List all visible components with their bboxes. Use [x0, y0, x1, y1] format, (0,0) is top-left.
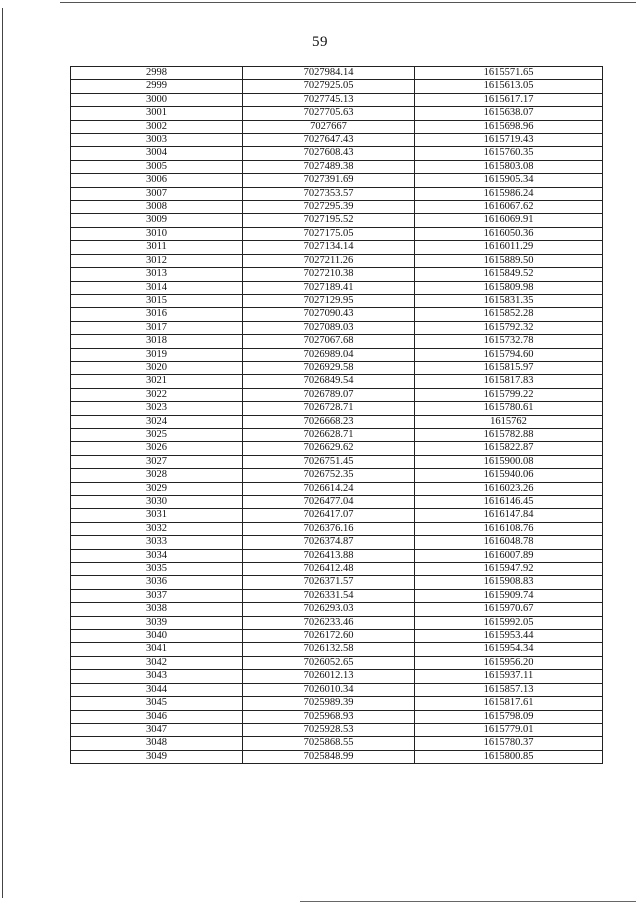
- y-coordinate-cell: 1615857.13: [415, 683, 603, 696]
- x-coordinate-cell: 7027210.38: [243, 268, 415, 281]
- point-number-cell: 3011: [71, 241, 243, 254]
- y-coordinate-cell: 1615792.32: [415, 321, 603, 334]
- point-number-cell: 3022: [71, 388, 243, 401]
- point-number-cell: 3036: [71, 576, 243, 589]
- x-coordinate-cell: 7026293.03: [243, 603, 415, 616]
- point-number-cell: 3037: [71, 589, 243, 602]
- point-number-cell: 3049: [71, 750, 243, 763]
- table-row: [71, 576, 603, 589]
- y-coordinate-cell: 1615809.98: [415, 281, 603, 294]
- x-coordinate-cell: 7026477.04: [243, 496, 415, 509]
- x-coordinate-cell: 7026012.13: [243, 670, 415, 683]
- point-number-cell: 3003: [71, 134, 243, 147]
- y-coordinate-cell: 1615815.97: [415, 361, 603, 374]
- y-coordinate-cell: 1615908.83: [415, 576, 603, 589]
- x-coordinate-cell: 7026412.48: [243, 563, 415, 576]
- table-row: [71, 348, 603, 361]
- point-number-cell: 3040: [71, 630, 243, 643]
- point-number-cell: 3048: [71, 737, 243, 750]
- table-row: [71, 522, 603, 535]
- table-row: [71, 536, 603, 549]
- table-row: [71, 308, 603, 321]
- y-coordinate-cell: 1616147.84: [415, 509, 603, 522]
- y-coordinate-cell: 1616069.91: [415, 214, 603, 227]
- x-coordinate-cell: 7026989.04: [243, 348, 415, 361]
- x-coordinate-cell: 7027984.14: [243, 67, 415, 80]
- y-coordinate-cell: 1615937.11: [415, 670, 603, 683]
- point-number-cell: 3006: [71, 174, 243, 187]
- point-number-cell: 2998: [71, 67, 243, 80]
- x-coordinate-cell: 7027189.41: [243, 281, 415, 294]
- point-number-cell: 3024: [71, 415, 243, 428]
- x-coordinate-cell: 7027129.95: [243, 294, 415, 307]
- table-row: [71, 509, 603, 522]
- y-coordinate-cell: 1615780.61: [415, 402, 603, 415]
- point-number-cell: 3001: [71, 107, 243, 120]
- table-row: [71, 174, 603, 187]
- point-number-cell: 3023: [71, 402, 243, 415]
- point-number-cell: 3041: [71, 643, 243, 656]
- point-number-cell: 3026: [71, 442, 243, 455]
- table-row: [71, 214, 603, 227]
- y-coordinate-cell: 1615953.44: [415, 630, 603, 643]
- x-coordinate-cell: 7026789.07: [243, 388, 415, 401]
- x-coordinate-cell: 7026374.87: [243, 536, 415, 549]
- x-coordinate-cell: 7027489.38: [243, 160, 415, 173]
- table-row: [71, 187, 603, 200]
- table-row: [71, 361, 603, 374]
- y-coordinate-cell: 1616048.78: [415, 536, 603, 549]
- point-number-cell: 3042: [71, 656, 243, 669]
- y-coordinate-cell: 1615571.65: [415, 67, 603, 80]
- y-coordinate-cell: 1615956.20: [415, 656, 603, 669]
- x-coordinate-cell: 7025848.99: [243, 750, 415, 763]
- x-coordinate-cell: 7026376.16: [243, 522, 415, 535]
- y-coordinate-cell: 1615992.05: [415, 616, 603, 629]
- x-coordinate-cell: 7026752.35: [243, 469, 415, 482]
- y-coordinate-cell: 1615970.67: [415, 603, 603, 616]
- y-coordinate-cell: 1615613.05: [415, 80, 603, 93]
- point-number-cell: 3035: [71, 563, 243, 576]
- table-row: [71, 375, 603, 388]
- point-number-cell: 3031: [71, 509, 243, 522]
- point-number-cell: 3012: [71, 254, 243, 267]
- table-row: [71, 160, 603, 173]
- point-number-cell: 3044: [71, 683, 243, 696]
- y-coordinate-cell: 1615817.61: [415, 697, 603, 710]
- y-coordinate-cell: 1615719.43: [415, 134, 603, 147]
- point-number-cell: 3025: [71, 428, 243, 441]
- y-coordinate-cell: 1615779.01: [415, 723, 603, 736]
- y-coordinate-cell: 1615782.88: [415, 428, 603, 441]
- point-number-cell: 3046: [71, 710, 243, 723]
- point-number-cell: 3004: [71, 147, 243, 160]
- x-coordinate-cell: 7027705.63: [243, 107, 415, 120]
- table-row: [71, 469, 603, 482]
- table-row: [71, 93, 603, 106]
- y-coordinate-cell: 1615798.09: [415, 710, 603, 723]
- table-row: [71, 134, 603, 147]
- y-coordinate-cell: 1615849.52: [415, 268, 603, 281]
- x-coordinate-cell: 7027295.39: [243, 201, 415, 214]
- point-number-cell: 3032: [71, 522, 243, 535]
- point-number-cell: 3021: [71, 375, 243, 388]
- x-coordinate-cell: 7025989.39: [243, 697, 415, 710]
- table-row: [71, 737, 603, 750]
- table-row: [71, 254, 603, 267]
- point-number-cell: 3027: [71, 455, 243, 468]
- table-row: [71, 428, 603, 441]
- y-coordinate-cell: 1615909.74: [415, 589, 603, 602]
- y-coordinate-cell: 1615800.85: [415, 750, 603, 763]
- table-row: [71, 643, 603, 656]
- point-number-cell: 3002: [71, 120, 243, 133]
- table-row: [71, 415, 603, 428]
- point-number-cell: 3014: [71, 281, 243, 294]
- point-number-cell: 3045: [71, 697, 243, 710]
- y-coordinate-cell: 1615803.08: [415, 160, 603, 173]
- table-row: [71, 107, 603, 120]
- x-coordinate-cell: 7026371.57: [243, 576, 415, 589]
- x-coordinate-cell: 7027175.05: [243, 227, 415, 240]
- coordinates-table-body: [71, 67, 603, 764]
- table-row: [71, 455, 603, 468]
- table-row: [71, 630, 603, 643]
- y-coordinate-cell: 1615638.07: [415, 107, 603, 120]
- x-coordinate-cell: 7026172.60: [243, 630, 415, 643]
- y-coordinate-cell: 1615822.87: [415, 442, 603, 455]
- y-coordinate-cell: 1615889.50: [415, 254, 603, 267]
- y-coordinate-cell: 1615780.37: [415, 737, 603, 750]
- point-number-cell: 3016: [71, 308, 243, 321]
- x-coordinate-cell: 7027090.43: [243, 308, 415, 321]
- point-number-cell: 3039: [71, 616, 243, 629]
- table-row: [71, 120, 603, 133]
- y-coordinate-cell: 1615947.92: [415, 563, 603, 576]
- y-coordinate-cell: 1615852.28: [415, 308, 603, 321]
- x-coordinate-cell: 7025928.53: [243, 723, 415, 736]
- y-coordinate-cell: 1615760.35: [415, 147, 603, 160]
- table-row: [71, 227, 603, 240]
- y-coordinate-cell: 1616050.36: [415, 227, 603, 240]
- point-number-cell: 3008: [71, 201, 243, 214]
- y-coordinate-cell: 1615794.60: [415, 348, 603, 361]
- x-coordinate-cell: 7027067.68: [243, 335, 415, 348]
- table-row: [71, 321, 603, 334]
- table-row: [71, 201, 603, 214]
- x-coordinate-cell: 7025868.55: [243, 737, 415, 750]
- y-coordinate-cell: 1615617.17: [415, 93, 603, 106]
- point-number-cell: 3020: [71, 361, 243, 374]
- table-row: [71, 241, 603, 254]
- point-number-cell: 3017: [71, 321, 243, 334]
- table-row: [71, 80, 603, 93]
- y-coordinate-cell: 1615817.83: [415, 375, 603, 388]
- x-coordinate-cell: 7027745.13: [243, 93, 415, 106]
- table-row: [71, 388, 603, 401]
- x-coordinate-cell: 7027647.43: [243, 134, 415, 147]
- table-row: [71, 750, 603, 763]
- y-coordinate-cell: 1616011.29: [415, 241, 603, 254]
- point-number-cell: 3038: [71, 603, 243, 616]
- point-number-cell: 3019: [71, 348, 243, 361]
- table-row: [71, 67, 603, 80]
- y-coordinate-cell: 1616067.62: [415, 201, 603, 214]
- x-coordinate-cell: 7026132.58: [243, 643, 415, 656]
- point-number-cell: 3009: [71, 214, 243, 227]
- x-coordinate-cell: 7027089.03: [243, 321, 415, 334]
- y-coordinate-cell: 1616108.76: [415, 522, 603, 535]
- scan-edge-left: [2, 8, 3, 898]
- point-number-cell: 3013: [71, 268, 243, 281]
- y-coordinate-cell: 1615986.24: [415, 187, 603, 200]
- table-row: [71, 563, 603, 576]
- coordinates-table: [70, 66, 603, 764]
- table-row: [71, 723, 603, 736]
- table-row: [71, 589, 603, 602]
- x-coordinate-cell: 7026929.58: [243, 361, 415, 374]
- y-coordinate-cell: 1616023.26: [415, 482, 603, 495]
- x-coordinate-cell: 7026628.71: [243, 428, 415, 441]
- x-coordinate-cell: 7027353.57: [243, 187, 415, 200]
- x-coordinate-cell: 7026668.23: [243, 415, 415, 428]
- table-row: [71, 442, 603, 455]
- table-row: [71, 670, 603, 683]
- point-number-cell: 3029: [71, 482, 243, 495]
- table-row: [71, 656, 603, 669]
- table-row: [71, 697, 603, 710]
- x-coordinate-cell: 7026614.24: [243, 482, 415, 495]
- x-coordinate-cell: 7027925.05: [243, 80, 415, 93]
- table-row: [71, 710, 603, 723]
- table-row: [71, 281, 603, 294]
- point-number-cell: 3007: [71, 187, 243, 200]
- point-number-cell: 3010: [71, 227, 243, 240]
- point-number-cell: 3030: [71, 496, 243, 509]
- table-row: [71, 335, 603, 348]
- x-coordinate-cell: 7026751.45: [243, 455, 415, 468]
- point-number-cell: 3005: [71, 160, 243, 173]
- point-number-cell: 3043: [71, 670, 243, 683]
- y-coordinate-cell: 1615831.35: [415, 294, 603, 307]
- y-coordinate-cell: 1615905.34: [415, 174, 603, 187]
- table-row: [71, 683, 603, 696]
- table-row: [71, 147, 603, 160]
- x-coordinate-cell: 7026413.88: [243, 549, 415, 562]
- x-coordinate-cell: 7027608.43: [243, 147, 415, 160]
- page-number: 59: [312, 34, 328, 50]
- point-number-cell: 3000: [71, 93, 243, 106]
- table-row: [71, 294, 603, 307]
- table-row: [71, 402, 603, 415]
- point-number-cell: 2999: [71, 80, 243, 93]
- x-coordinate-cell: 7025968.93: [243, 710, 415, 723]
- x-coordinate-cell: 7026728.71: [243, 402, 415, 415]
- table-row: [71, 482, 603, 495]
- x-coordinate-cell: 7027134.14: [243, 241, 415, 254]
- y-coordinate-cell: 1615900.08: [415, 455, 603, 468]
- y-coordinate-cell: 1615698.96: [415, 120, 603, 133]
- x-coordinate-cell: 7026849.54: [243, 375, 415, 388]
- x-coordinate-cell: 7027195.52: [243, 214, 415, 227]
- table-row: [71, 268, 603, 281]
- point-number-cell: 3033: [71, 536, 243, 549]
- y-coordinate-cell: 1615940.06: [415, 469, 603, 482]
- point-number-cell: 3034: [71, 549, 243, 562]
- x-coordinate-cell: 7026052.65: [243, 656, 415, 669]
- x-coordinate-cell: 7026010.34: [243, 683, 415, 696]
- table-row: [71, 549, 603, 562]
- x-coordinate-cell: 7027211.26: [243, 254, 415, 267]
- x-coordinate-cell: 7027391.69: [243, 174, 415, 187]
- x-coordinate-cell: 7026417.07: [243, 509, 415, 522]
- table-row: [71, 496, 603, 509]
- point-number-cell: 3015: [71, 294, 243, 307]
- x-coordinate-cell: 7026233.46: [243, 616, 415, 629]
- table-row: [71, 616, 603, 629]
- x-coordinate-cell: 7027667: [243, 120, 415, 133]
- y-coordinate-cell: 1615954.34: [415, 643, 603, 656]
- table-row: [71, 603, 603, 616]
- y-coordinate-cell: 1616007.89: [415, 549, 603, 562]
- point-number-cell: 3047: [71, 723, 243, 736]
- x-coordinate-cell: 7026331.54: [243, 589, 415, 602]
- y-coordinate-cell: 1615762: [415, 415, 603, 428]
- point-number-cell: 3018: [71, 335, 243, 348]
- point-number-cell: 3028: [71, 469, 243, 482]
- x-coordinate-cell: 7026629.62: [243, 442, 415, 455]
- y-coordinate-cell: 1616146.45: [415, 496, 603, 509]
- scan-edge-bottom: [300, 901, 636, 902]
- scan-edge-top: [60, 2, 636, 3]
- y-coordinate-cell: 1615799.22: [415, 388, 603, 401]
- y-coordinate-cell: 1615732.78: [415, 335, 603, 348]
